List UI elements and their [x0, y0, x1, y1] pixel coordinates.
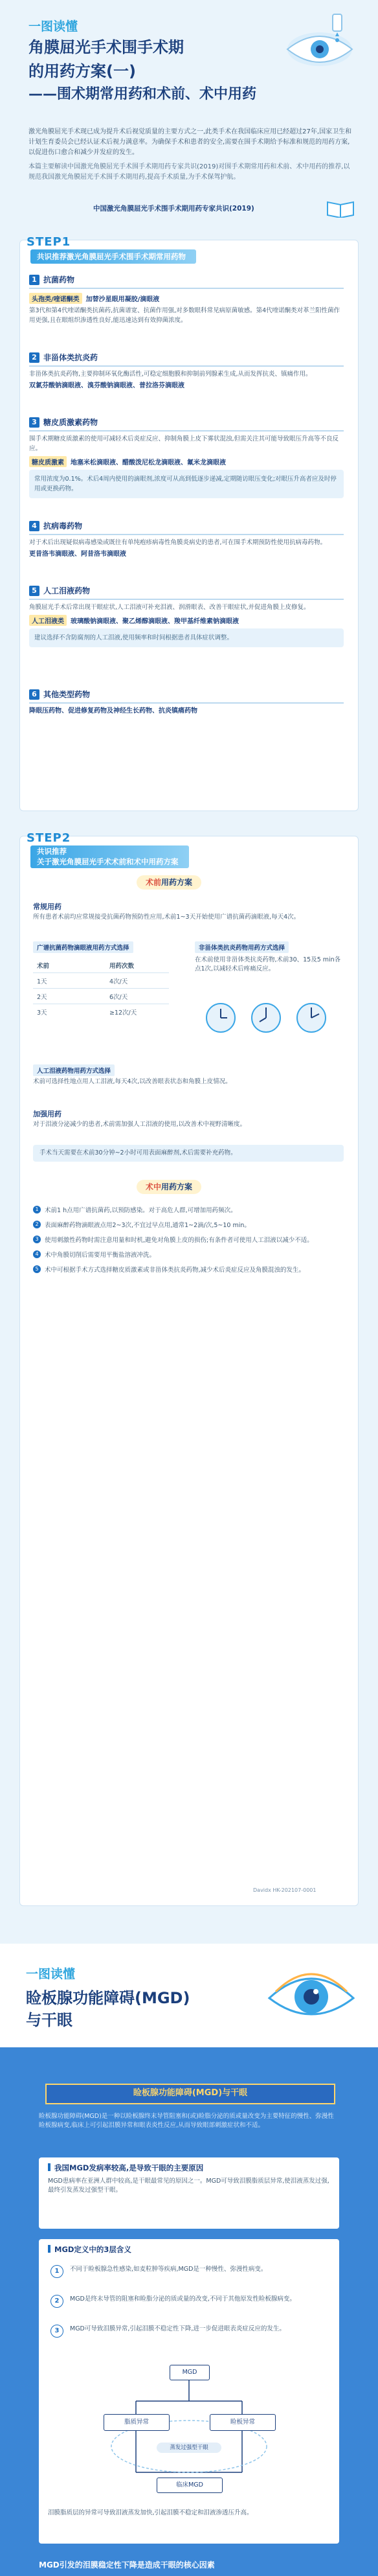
diagram-node-lipid: 脂质异常: [104, 2414, 170, 2431]
diagram-node-evaporative: 蒸发过强型干眼: [157, 2443, 221, 2453]
list-item: [33, 1221, 344, 1230]
common-drugs-text: 所有患者术前均应常规接受抗菌药物预防性应用,术前1~3天开始使用广谱抗菌药滴眼液,每天4次。: [33, 914, 300, 921]
table-header-freq: 用药次数: [109, 963, 135, 970]
inset-note: [29, 470, 344, 498]
step-text: 术中可根据手术方式选择糖皮质激素或非甾体类抗炎药物,减少术后炎症反应及角膜混浊的发生。: [45, 1267, 306, 1274]
step-text: 术中角膜切削后需要用平衡盐溶液冲洗。: [45, 1252, 156, 1259]
second-title-line2: 与干眼: [26, 2011, 72, 2029]
step2-card: [19, 831, 359, 1906]
drug-class-tag: 糖皮质激素: [29, 456, 67, 467]
section-artificial-tears: [29, 584, 344, 649]
section-body: 非甾体类抗炎药物,主要抑制环氧化酶活性,可稳定细胞膜和抑制前列腺素生成,从而发挥抗炎、镇痛作用。: [29, 371, 312, 378]
section-body: 对于术后出现疑似病毒感染或既往有单纯疱疹病毒性角膜炎病史的患者,可在围手术期预防性使用抗病毒药物。: [29, 539, 327, 546]
step2-ribbon: [30, 845, 189, 868]
divider: [29, 599, 344, 600]
preop-title: [137, 875, 201, 890]
mgd-intro: 睑板腺功能障碍(MGD)是一种以睑板腺终末导管阻塞和(或)睑脂分泌的质或量改变为主要特征的慢性、弥漫性睑板腺病变,临床上可引起泪膜异常和眼表炎性反应,从而导致眼部刺激症状和不适。: [39, 2113, 334, 2129]
drug-names: 双氯芬酸钠滴眼液、溴芬酸钠滴眼液、普拉洛芬滴眼液: [29, 382, 184, 389]
table-divider: [33, 988, 169, 989]
section-number: 3: [29, 417, 39, 428]
section-number: 1: [29, 275, 39, 285]
prevalence-title: 我国MGD发病率较高,是导致干眼的主要原因: [48, 2163, 203, 2173]
tear-schedule-text: 术前可选择性地点用人工泪液,每天4次,以改善眼表状态和角膜上皮情况。: [33, 1078, 232, 1085]
step-text: 使用刺激性药物时需注意用量和时机,避免对角膜上皮的损伤;有条件者可使用人工泪液以减少不适。: [45, 1237, 313, 1244]
note-box: [33, 1145, 344, 1162]
section-number: 5: [29, 586, 39, 596]
drug-class-tag: 人工泪液类: [29, 615, 67, 626]
section-number: 6: [29, 689, 39, 700]
antibiotic-schedule: [33, 940, 182, 1050]
prevalence-text: MGD患病率在亚洲人群中较高,是干眼最常见的原因之一。MGD可导致泪膜脂质层异常,使泪液蒸发过强,最终引发蒸发过强型干眼。: [48, 2178, 329, 2194]
section-title: 糖皮质激素药物: [43, 418, 98, 427]
diagram-node-clinical: 临床MGD: [157, 2478, 223, 2493]
step-text: 表面麻醉药物滴眼液点用2~3次,不宜过早点用,通常1~2滴/次,5~10 min。: [45, 1222, 250, 1229]
drug-names: 降眼压药物、促进修复药物及神经生长药物、抗炎镇痛药物: [29, 707, 197, 715]
list-item: [33, 1206, 344, 1215]
drug-names: 玻璃酸钠滴眼液、聚乙烯醇滴眼液、羧甲基纤维素钠滴眼液: [71, 618, 239, 625]
list-item: [33, 1236, 344, 1245]
divider: [29, 365, 344, 367]
section-title: 其他类型药物: [43, 690, 91, 699]
section-title: 人工泪液药物: [43, 586, 91, 595]
table-row: [33, 974, 169, 988]
divider: [29, 430, 344, 431]
page-title: 角膜屈光手术围手术期: [28, 38, 184, 56]
second-header: [0, 1944, 378, 2047]
step-number: 5: [33, 1265, 41, 1273]
note-text: 手术当天需要在术前30分钟~2小时可用表面麻醉剂,术后需要补充药物。: [39, 1149, 237, 1156]
section-nsaids: [29, 351, 344, 393]
section-body: 第3代和第4代喹诺酮类抗菌药,抗菌谱宽、抗菌作用强,对多数眼科常见病原菌敏感。第4代喹诺酮类对革兰阳性菌作用更强,且在眼组织渗透性良好,能迅速达到有效抑菌浓度。: [29, 307, 340, 324]
strong-drugs-text: 对于泪液分泌减少的患者,术前需加强人工泪液的使用,以改善术中视野清晰度。: [33, 1121, 247, 1128]
prevalence-card: [39, 2157, 339, 2229]
definition-number: 3: [50, 2325, 63, 2338]
inset-text: 建议选择不含防腐剂的人工泪液,使用频率和时间根据患者具体症状调整。: [34, 634, 234, 641]
clock-icon: [201, 998, 331, 1037]
mgd-banner: 睑板腺功能障碍(MGD)与干眼: [45, 2084, 335, 2104]
section-number: 4: [29, 521, 39, 531]
table-divider: [33, 972, 169, 973]
drug-class-tag: 头孢类/喹诺酮类: [29, 293, 82, 304]
divider: [29, 702, 344, 704]
header-accent: 一图读懂: [28, 17, 78, 34]
section-title: 抗病毒药物: [43, 522, 83, 531]
step1-ribbon: 共识推荐激光角膜屈光手术围手术期常用药物: [30, 249, 196, 264]
step2-ribbon-line2: 关于激光角膜屈光手术术前和术中用药方案: [37, 857, 179, 866]
definition-number: 1: [50, 2265, 63, 2278]
drug-names: 加替沙星眼用凝胶/滴眼液: [85, 296, 160, 303]
page-title-line2: 的用药方案(一): [28, 62, 136, 80]
step-number: 3: [33, 1236, 41, 1243]
intraop-title-tail: 用药方案: [161, 1182, 193, 1191]
preop-title-tail: 用药方案: [161, 878, 193, 887]
mgd-section: [0, 2047, 378, 2576]
intro-paragraph-1: 激光角膜屈光手术现已成为提升术后视觉质量的主要方式之一,此类手术在我国临床应用已经超过27年,国家卫生和计划生育委员会已经认证术后视力满意率。为确保手术和患者的安全,需要在围手术期给予标准和规范的用药方案,以促进伤口愈合和减少并发症的发生。: [28, 128, 352, 156]
section-corticosteroids: [29, 415, 344, 500]
diagram-node-mgd: MGD: [170, 2365, 210, 2380]
definition-text: MGD可导致泪膜异常,引起泪膜不稳定性下降,进一步促进眼表炎症反应的发生。: [70, 2325, 285, 2332]
definition-footer-text: 泪膜脂质层的异常可导致泪液蒸发加快,引起泪膜不稳定和泪液渗透压升高。: [48, 2509, 253, 2516]
list-item: [33, 1265, 344, 1275]
section-title: 非甾体类抗炎药: [43, 353, 98, 362]
section-body: 围手术期糖皮质激素的使用可减轻术后炎症反应、抑制角膜上皮下雾状混浊,但需关注其可能导致眼压升高等不良反应。: [29, 435, 339, 452]
tear-schedule-title: 人工泪液药物用药方式选择: [33, 1064, 115, 1076]
step2-ribbon-line1: 共识推荐: [37, 847, 67, 856]
book-icon: [326, 198, 355, 218]
section-number: 2: [29, 352, 39, 363]
preop-title-lead: 术前: [146, 878, 162, 887]
page-subtitle: ——围术期常用药和术前、术中用药: [28, 86, 257, 102]
divider: [29, 288, 344, 289]
intro-source: 中国激光角膜屈光手术围手术期用药专家共识(2019): [93, 205, 254, 213]
list-item: [33, 1250, 344, 1260]
table-cell-day: 2天: [37, 994, 47, 1001]
table-row: [33, 1005, 169, 1019]
schedule-table: [33, 958, 175, 1029]
step1-card: [19, 235, 359, 811]
section-antivirals: [29, 519, 344, 561]
eye-drop-illustration-icon: [274, 10, 359, 75]
mgd-diagram: [78, 2362, 300, 2498]
intro-paragraph-2: 本篇主要解读中国激光角膜屈光手术围手术期用药专家共识(2019)对围手术期常用药和术前、术中用药的推荐,以规范我国激光角膜屈光手术围手术期用药,提高手术质量,为手术保驾护航。: [28, 163, 350, 181]
table-header-row: [33, 958, 169, 972]
definition-title: MGD定义中的3层含义: [48, 2244, 131, 2255]
inset-note: [29, 628, 344, 647]
section-other-drugs: [29, 687, 344, 718]
intraop-title-lead: 术中: [146, 1182, 162, 1191]
definition-text: MGD是终末导管的阻塞和睑脂分泌的质或量的改变,不同于其他原发性睑板腺病变。: [70, 2295, 296, 2303]
definition-number: 2: [50, 2295, 63, 2308]
divider: [29, 534, 344, 535]
nsaid-schedule-text: 在术前使用非甾体类抗炎药物,术前30、15及5 min各点1次,以减轻术后疼痛反应。: [195, 956, 341, 972]
table-row: [33, 989, 169, 1004]
header: [0, 0, 378, 130]
definition-text: 不同于睑板腺急性感染,如麦粒肿等疾病,MGD是一种慢性、弥漫性病变。: [70, 2266, 267, 2273]
table-cell-freq: 6次/天: [109, 994, 128, 1001]
step-number: 1: [33, 1206, 41, 1213]
step-number: 2: [33, 1221, 41, 1228]
eye-icon: [263, 1959, 360, 2030]
intraop-steps: [33, 1206, 344, 1280]
section-title: 抗菌药物: [43, 275, 75, 284]
drug-names: 地塞米松滴眼液、醋酸泼尼松龙滴眼液、氟米龙滴眼液: [71, 459, 226, 466]
step-text: 术前1 h点用广谱抗菌药,以预防感染。对于高危人群,可增加用药频次。: [45, 1207, 237, 1214]
table-cell-day: 1天: [37, 978, 47, 985]
footer-code: Davidx HK-202107-0001: [253, 1887, 317, 1893]
nsaid-schedule-title: 非甾体类抗炎药物用药方式选择: [195, 941, 289, 953]
definition-card: [39, 2239, 339, 2544]
second-title: 睑板腺功能障碍(MGD): [26, 1989, 190, 2007]
section-body: 角膜屈光手术后常出现干眼症状,人工泪液可补充泪液、润滑眼表、改善干眼症状,并促进角膜上皮修复。: [29, 604, 310, 611]
step1-badge: STEP1: [27, 235, 71, 249]
drug-names: 更昔洛韦滴眼液、阿昔洛韦滴眼液: [29, 551, 126, 558]
table-cell-freq: 4次/天: [109, 978, 128, 985]
table-cell-day: 3天: [37, 1009, 47, 1017]
table-cell-freq: ≥12次/天: [109, 1009, 137, 1017]
antibiotic-schedule-title: 广谱抗菌药物滴眼液用药方式选择: [33, 941, 133, 953]
step2-badge: STEP2: [27, 831, 71, 845]
section-footer-title: MGD引发的泪膜稳定性下降是造成干眼的核心因素: [39, 2560, 215, 2570]
nsaid-schedule: [195, 940, 345, 1050]
section-antibiotics: [29, 273, 344, 327]
common-drugs-label: 常规用药: [33, 903, 61, 911]
diagram-node-gland: 睑板异常: [210, 2414, 276, 2431]
intro: [28, 127, 352, 225]
table-header-pre: 术前: [37, 963, 50, 970]
inset-text: 常用浓度为0.1%。术后4周内使用的滴眼剂,浓度可从高到低逐步递减,定期随访眼压变化;对眼压升高者应及时停用或更换药物。: [34, 476, 337, 492]
strong-drugs-label: 加强用药: [33, 1110, 61, 1118]
step-number: 4: [33, 1250, 41, 1258]
second-accent: 一图读懂: [26, 1967, 76, 1981]
tear-schedule: [33, 1063, 345, 1102]
intraop-title: [137, 1180, 201, 1194]
